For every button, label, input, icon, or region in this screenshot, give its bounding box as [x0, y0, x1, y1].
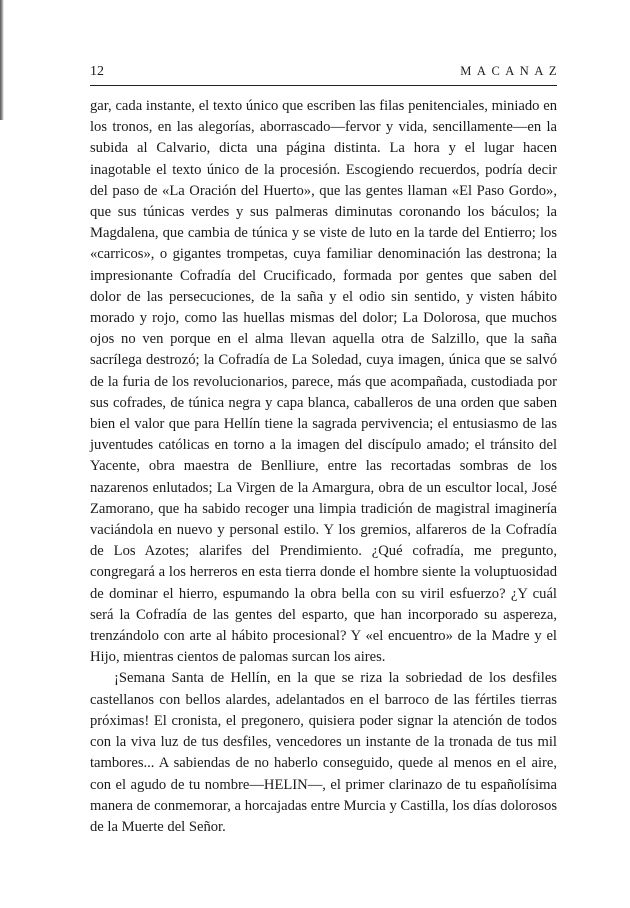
header-rule — [90, 85, 557, 86]
paragraph-2: ¡Semana Santa de Hellín, en la que se riza la sobriedad de los desfiles castellanos con bellos alardes, adelantados en el barroco de las fértiles tierras próximas! El cronista, el pregonero, quisiera poder signar la atención de todos con la viva luz de tus desfiles, vencedores un instante de la tronada de tus mil tambores... A sabiendas de no haberlo conseguido, quede al menos en el aire, con el agudo de tu nombre—HELIN—, el primer clarinazo de tu españolísima manera de conmemorar, a horcajadas entre Murcia y Castilla, los días dolorosos de la Muerte del Señor. — [90, 670, 557, 835]
page-body — [90, 96, 557, 838]
page-number: 12 — [90, 64, 104, 79]
running-title: MACANAZ — [460, 64, 562, 78]
page-header — [90, 64, 562, 82]
page-edge-shadow — [0, 0, 4, 120]
paragraph-1: gar, cada instante, el texto único que escriben las filas penitenciales, miniado en los tronos, en las alegorías, aborrascado—fervor y vida, sencillamente—en la subida al Calvario, dicta una página distinta. La hora y el lugar hacen inagotable el texto único de la procesión. Escogiendo recuerdos, podría decir del paso de «La Oración del Huerto», que las gentes llaman «El Paso Gordo», que sus túnicas verdes y sus palmeras diminutas coronando los báculos; la Magdalena, que cambia de túnica y se viste de luto en la tarde del Entierro; los «carricos», o gigantes trompetas, cuya familiar denominación las destrona; la impresionante Cofradía del Crucificado, formada por gentes que saben del dolor de las persecuciones, de la saña y el odio sin sentido, y visten hábito morado y rojo, como las huellas mismas del dolor; La Dolorosa, que muchos ojos no ven porque en el alma llevan aquella otra de Salzillo, que la saña sacrílega destrozó; la Cofradía de La Soledad, cuya imagen, única que se salvó de la furia de los revolucionarios, parece, más que acompañada, custodiada por sus cofrades, de túnica negra y capa blanca, caballeros de una orden que saben bien el valor que para Hellín tiene la sagrada pervivencia; el entusiasmo de las juventudes católicas en torno a la imagen del discípulo amado; el tránsito del Yacente, obra maestra de Benlliure, entre las recortadas sombras de los nazarenos enlutados; La Virgen de la Amargura, obra de un escultor local, José Zamorano, que ha sabido recoger una limpia tradición de magistral imaginería vaciándola en nuevo y personal estilo. Y los gremios, alfareros de la Cofradía de Los Azotes; alarifes del Prendimiento. ¿Qué cofradía, me pregunto, congregará a los herreros en esta tierra donde el hombre siente la voluptuosidad de dominar el hierro, espumando la obra bella con su viril esfuerzo? ¿Y cuál será la Cofradía de las gentes del esparto, que han incorporado su aspereza, trenzándolo con arte al hábito procesional? Y «el encuentro» de la Madre y el Hijo, mientras cientos de palomas surcan los aires. — [90, 98, 557, 666]
